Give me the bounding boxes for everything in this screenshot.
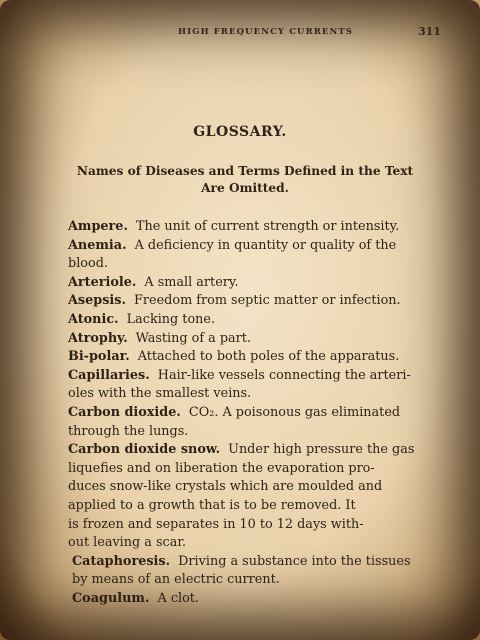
glossary-entry xyxy=(68,237,453,274)
glossary-entry xyxy=(68,311,453,330)
entry-definition-continued: is frozen and separates in 10 to 12 days with- xyxy=(68,516,364,532)
subtitle-line-2: Are Omitted. xyxy=(201,181,289,195)
entry-definition-continued: out leaving a scar. xyxy=(68,535,187,551)
running-head: HIGH FREQUENCY CURRENTS xyxy=(178,27,354,37)
glossary-entry xyxy=(68,404,453,441)
entry-term: Ampere. xyxy=(68,219,128,234)
entry-term: Atonic. xyxy=(68,311,119,327)
glossary-entries xyxy=(68,218,453,608)
entry-definition: Under high pressure the gas xyxy=(228,442,415,458)
glossary-entry xyxy=(72,590,453,609)
entry-term: Carbon dioxide. xyxy=(68,404,181,420)
entry-definition-continued: applied to a growth that is to be removed. It xyxy=(68,497,356,513)
entry-definition: Attached to both poles of the apparatus. xyxy=(137,349,400,365)
entry-term: Arteriole. xyxy=(68,274,137,290)
entry-definition-continued: blood. xyxy=(68,256,108,272)
subtitle-line-1: Names of Diseases and Terms Defined in the Text xyxy=(76,164,414,178)
entry-definition: The unit of current strength or intensity. xyxy=(135,219,400,234)
entry-term: Cataphoresis. xyxy=(72,553,171,569)
entry-definition-continued: by means of an electric current. xyxy=(72,572,280,588)
glossary-subtitle xyxy=(60,163,430,197)
entry-definition: Lacking tone. xyxy=(126,311,216,327)
glossary-entry xyxy=(68,274,453,293)
entry-definition-continued: liquefies and on liberation the evaporation pro- xyxy=(68,460,375,476)
page-number: 311 xyxy=(418,25,441,38)
entry-term: Coagulum. xyxy=(72,590,150,606)
entry-definition-continued: duces snow-like crystals which are moulded and xyxy=(68,479,383,495)
entry-definition-continued: oles with the smallest veins. xyxy=(68,386,252,402)
entry-term: Anemia. xyxy=(68,237,127,253)
glossary-entry xyxy=(68,292,453,311)
entry-definition: A small artery. xyxy=(144,274,239,290)
entry-definition-continued: through the lungs. xyxy=(68,423,189,439)
entry-term: Capillaries. xyxy=(68,367,150,383)
entry-definition: A deficiency in quantity or quality of the xyxy=(134,237,397,253)
entry-definition: Hair-like vessels connecting the arteri- xyxy=(157,367,411,383)
entry-term: Carbon dioxide snow. xyxy=(68,442,221,458)
entry-term: Asepsis. xyxy=(68,293,126,309)
glossary-entry xyxy=(68,441,453,553)
entry-definition: Freedom from septic matter or infection. xyxy=(134,293,401,309)
glossary-entry xyxy=(68,367,453,404)
entry-definition: Driving a substance into the tissues xyxy=(178,553,411,569)
glossary-entry xyxy=(68,348,453,367)
glossary-title: GLOSSARY. xyxy=(193,124,287,140)
glossary-entry xyxy=(68,330,453,349)
glossary-entry xyxy=(68,218,453,237)
entry-term: Bi-polar. xyxy=(68,349,130,365)
entry-definition: A clot. xyxy=(157,590,199,606)
glossary-entry xyxy=(72,553,453,590)
entry-definition: CO₂. A poisonous gas eliminated xyxy=(188,404,401,420)
entry-term: Atrophy. xyxy=(68,330,128,346)
entry-definition: Wasting of a part. xyxy=(135,330,251,346)
